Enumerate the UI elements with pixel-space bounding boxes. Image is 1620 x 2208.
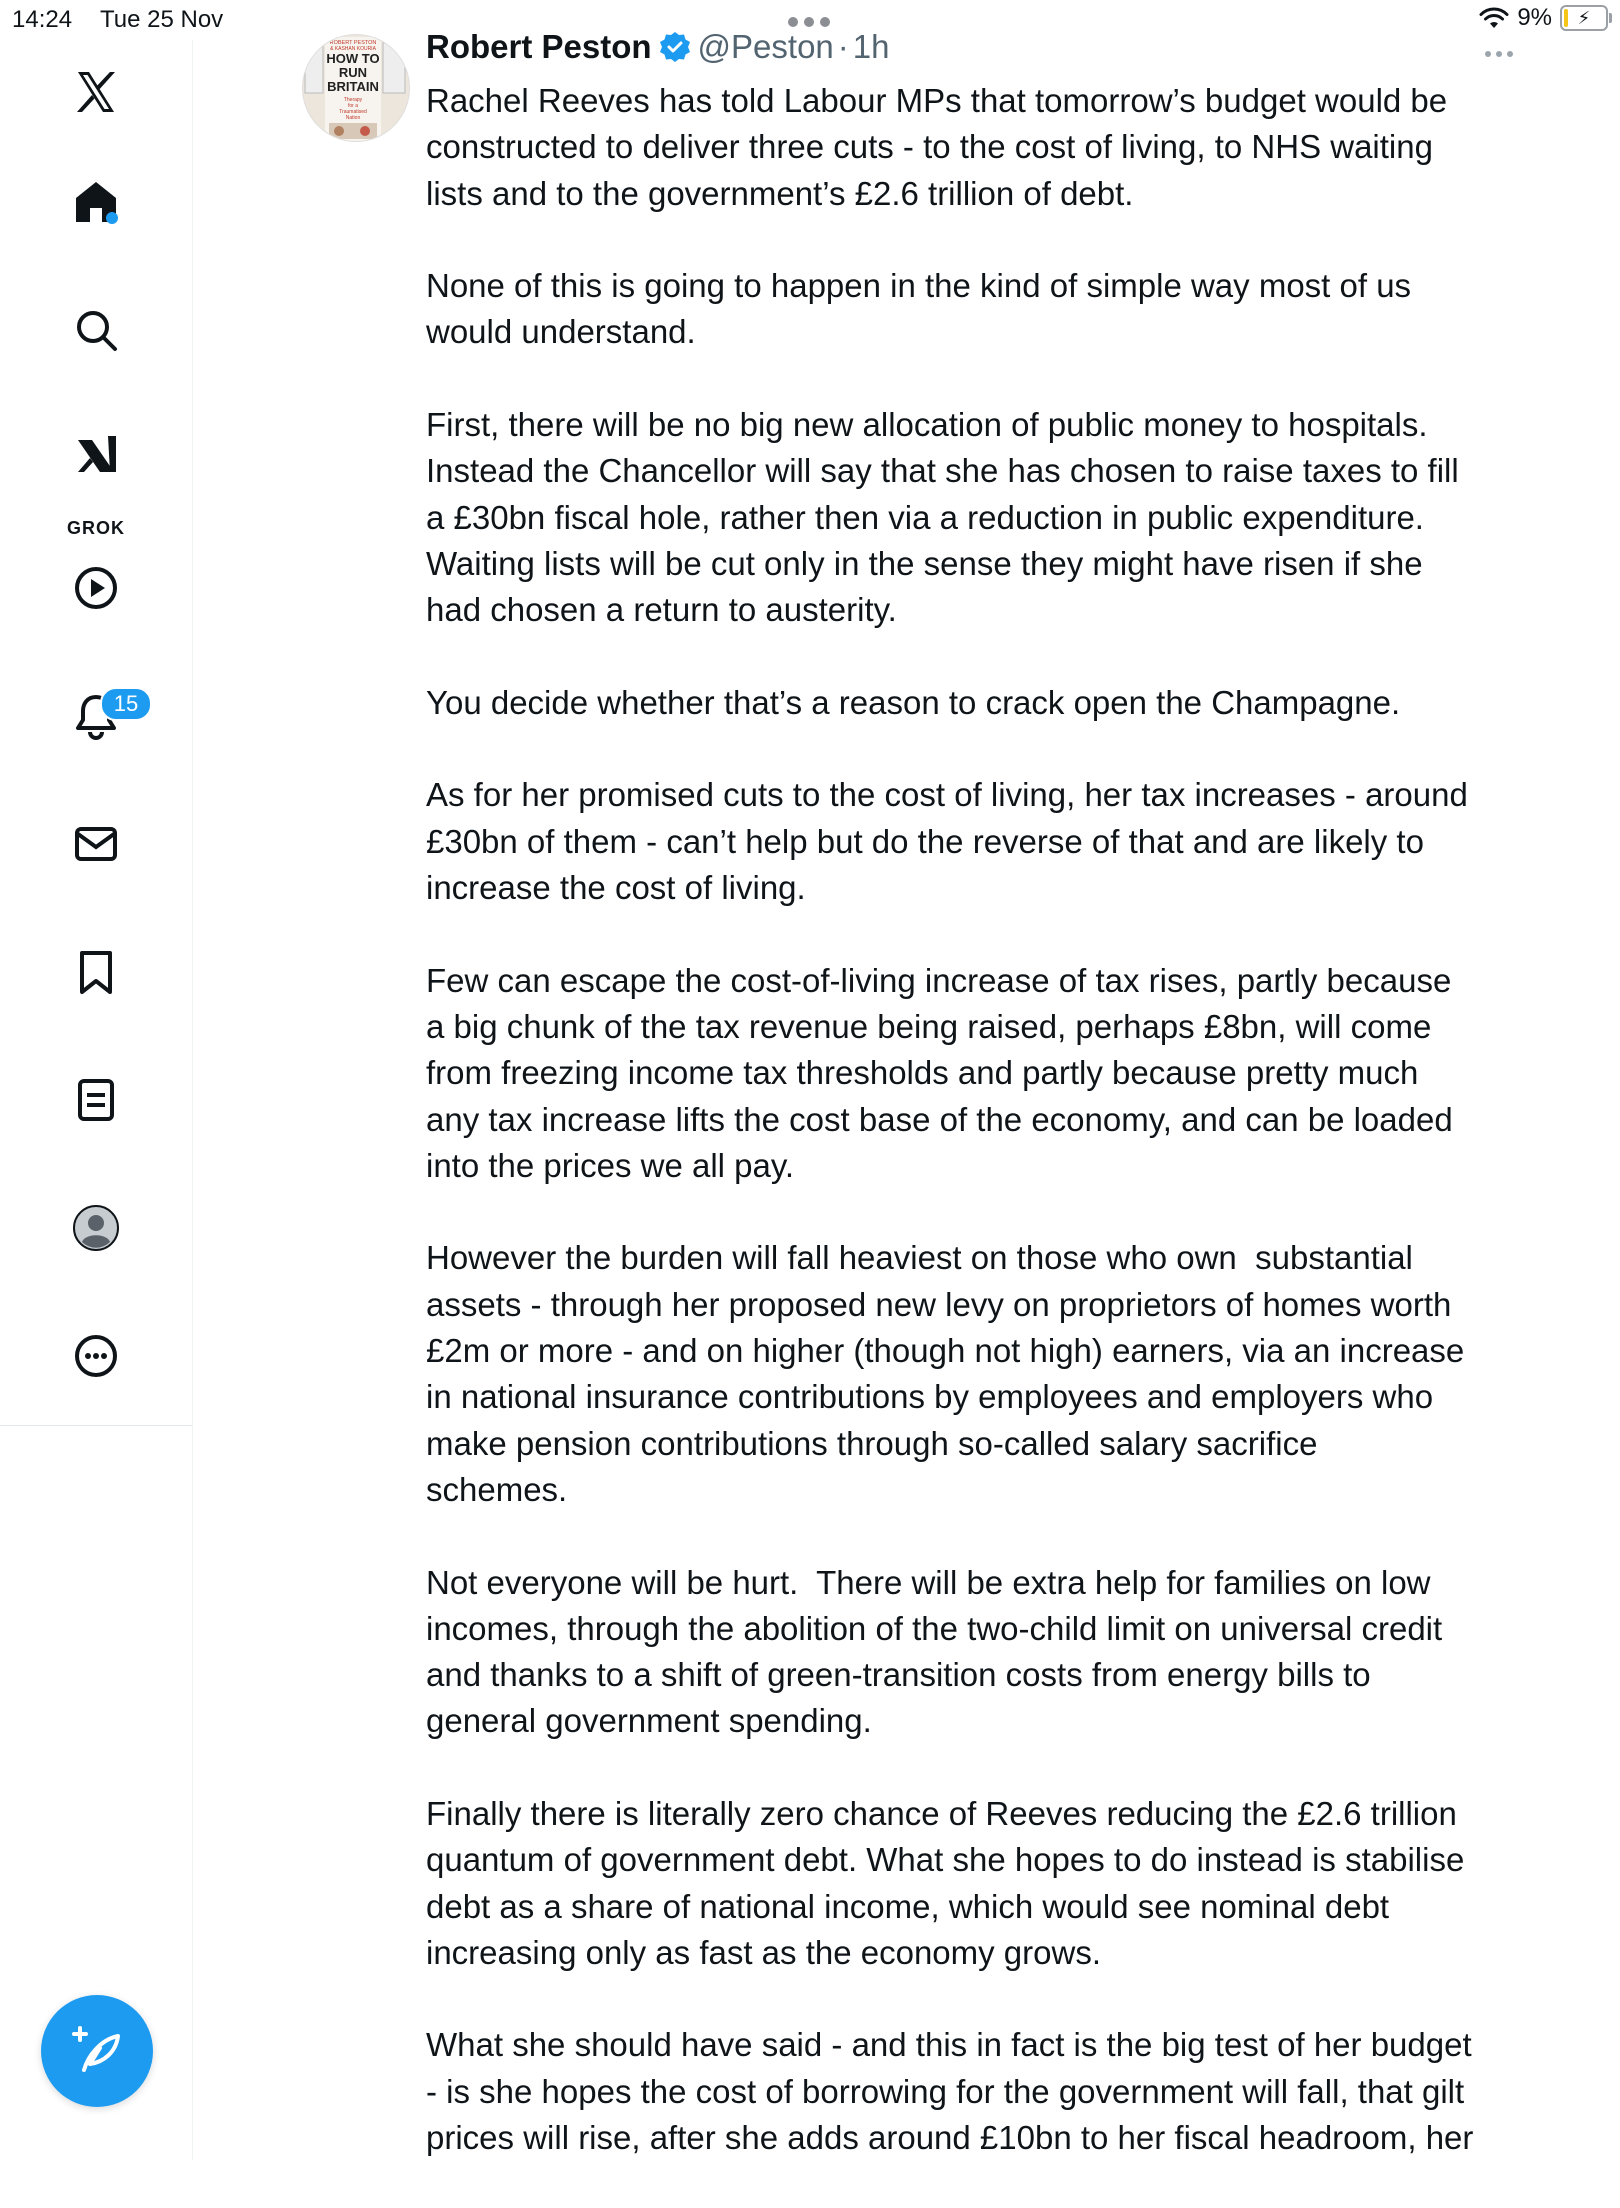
grok-label: GROK [67,518,125,538]
post-paragraph: None of this is going to happen in the kind of simple way most of us would understand. [426,267,1412,351]
home-notification-dot [106,212,118,224]
status-date: Tue 25 Nov [100,6,224,33]
sidebar-item-home[interactable] [56,162,136,242]
notification-count-badge: 15 [100,687,152,721]
post-paragraph: What she should have said - and this in fact is the big test of her budget - is she hopes the cost of borrowing for the government will fall, that gilt prices will rise, after she adds around £10bn to her fiscal headroom, her [426,2026,1474,2157]
avatar-text-line: ROBERT PESTON [329,40,377,46]
verified-badge-icon [658,30,692,64]
charging-bolt-icon: ⚡ [1577,8,1591,28]
sidebar-item-grok[interactable] [56,416,136,496]
sidebar-item-search[interactable] [56,290,136,370]
more-circle-icon [72,1332,120,1380]
battery-percent: 9% [1517,4,1552,31]
post-time[interactable]: 1h [852,28,890,65]
sidebar-divider [0,1425,192,1426]
sidebar-item-bookmarks[interactable] [56,932,136,1012]
post-paragraph: As for her promised cuts to the cost of living, her tax increases - around £30bn of them - can’t help but do the reverse of that and are likely to increase the cost of living. [426,776,1468,907]
avatar-text-line: Therapy [343,97,363,103]
author-name[interactable]: Robert Peston [426,28,652,65]
battery-icon [1560,5,1608,31]
status-time: 14:24 [12,6,73,33]
post-more-options-button[interactable] [1485,44,1519,56]
avatar-text-line: for a [347,103,359,109]
author-avatar[interactable] [302,34,410,142]
sidebar-item-lists[interactable] [56,1060,136,1140]
profile-avatar-icon [72,1204,120,1252]
avatar-text-line: Traumatised [339,109,367,115]
post-paragraph: Few can escape the cost-of-living increase of tax rises, partly because a big chunk of the tax revenue being raised, perhaps £8bn, will come from freezing income tax thresholds and partly because pretty much any tax increase lifts the cost base of the economy, and can be loaded into the prices we all pay. [426,961,1453,1184]
grok-icon [72,432,120,480]
wifi-icon [1479,6,1509,30]
post-paragraph: Rachel Reeves has told Labour MPs that tomorrow’s budget would be constructed to deliver three cuts - to the cost of living, to NHS waiting lists and to the government’s £2.6 trillion of debt. [426,82,1448,212]
author-handle[interactable]: @Peston [697,28,834,65]
post-paragraph: You decide whether that’s a reason to crack open the Champagne. [426,683,1401,721]
multitasking-dots[interactable] [788,6,838,18]
list-document-icon [72,1076,120,1124]
avatar-text-line: RUN [338,65,368,80]
post-paragraph: However the burden will fall heaviest on those who own substantial assets - through her proposed new levy on proprietors of homes worth £2m or more - and on higher (though not high) earners, via an increase in national insurance contributions by employees and employers who make pension contributions through so-called salary sacrifice schemes. [426,1239,1465,1508]
sidebar-item-profile[interactable] [56,1188,136,1268]
compose-post-button[interactable] [41,1995,153,2107]
search-icon [72,306,120,354]
avatar-text-line: BRITAIN [327,79,379,94]
post-paragraph: Finally there is literally zero chance of Reeves reducing the £2.6 trillion quantum of government debt. What she hopes to do instead is stabilise debt as a share of national income, which would see nominal debt increasing only as fast as the economy grows. [426,1794,1465,1971]
play-circle-icon [72,564,120,612]
avatar-text-line: HOW TO [326,51,380,66]
x-logo-icon[interactable] [56,52,136,132]
post-text [426,78,1526,2208]
status-right [1479,4,1608,32]
sidebar-item-more[interactable] [56,1316,136,1396]
post-paragraph: Not everyone will be hurt. There will be extra help for families on low incomes, through the abolition of the two-child limit on universal credit and thanks to a shift of green-transition costs from energy bills to general government spending. [426,1563,1443,1740]
sidebar-item-messages[interactable] [56,804,136,884]
bookmark-icon [72,948,120,996]
post-paragraph: First, there will be no big new allocation of public money to hospitals. Instead the Chancellor will say that she has chosen to raise taxes to fill a £30bn fiscal hole, rather then via a reduction in public expenditure. Waiting lists will be cut only in the sense they might have risen if she had chosen a return to austerity. [426,406,1459,629]
header-separator: · [837,28,849,65]
sidebar [0,40,193,2160]
avatar-text-line: & KASHAN KOURIA [330,46,376,52]
post-header [426,28,890,66]
sidebar-item-videos[interactable] [56,548,136,628]
compose-post-icon [70,2024,124,2078]
battery-fill [1564,9,1568,27]
avatar-text-line: Nation [345,115,361,121]
envelope-icon [72,820,120,868]
